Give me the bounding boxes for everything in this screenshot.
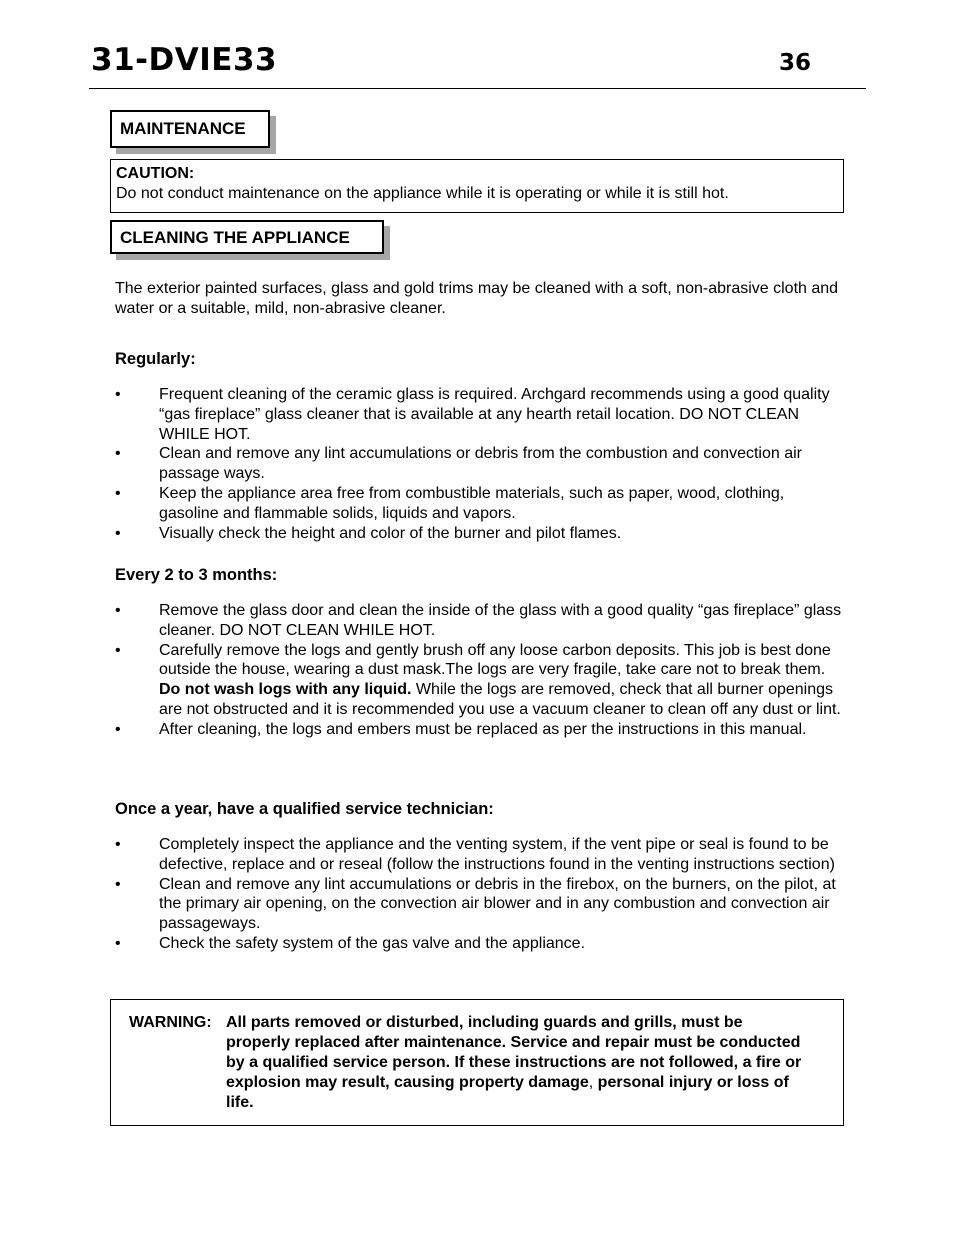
yearly-list bbox=[115, 835, 845, 954]
warning-text: All parts removed or disturbed, including guards and grills, must be properly replaced after maintenance. Service and repair must be conducted by a qualified service person. If these instructions are not followed, a fire or explosion may result, causing property damage, personal injury or loss of life. bbox=[226, 1014, 802, 1111]
warning-text-tail: personal injury or loss of life. bbox=[226, 1074, 789, 1111]
yearly-heading: Once a year, have a qualified service technician: bbox=[115, 800, 494, 818]
list-item: • Keep the appliance area free from combustible materials, such as paper, wood, clothing, gasoline and flammable solids, liquids and vapors. bbox=[115, 484, 845, 524]
list-item: • Check the safety system of the gas valve and the appliance. bbox=[115, 934, 845, 954]
caution-box bbox=[110, 159, 844, 213]
regularly-list bbox=[115, 385, 845, 543]
list-item: • Completely inspect the appliance and the venting system, if the vent pipe or seal is found to be defective, replace and or reseal (follow the instructions found in the venting instructions section) bbox=[115, 835, 845, 875]
every-2-to-3-months-list bbox=[115, 601, 845, 740]
maintenance-heading: MAINTENANCE bbox=[110, 110, 270, 148]
warning-label: WARNING: bbox=[129, 1014, 212, 1031]
logs-warning-bold: Do not wash logs with any liquid. bbox=[159, 681, 412, 699]
list-item: • Remove the glass door and clean the inside of the glass with a good quality “gas fireplace” glass cleaner. DO NOT CLEAN WHILE HOT. bbox=[115, 601, 845, 641]
caution-text: Do not conduct maintenance on the appliance while it is operating or while it is still hot. bbox=[116, 185, 729, 202]
page-header bbox=[89, 40, 866, 89]
intro-paragraph: The exterior painted surfaces, glass and gold trims may be cleaned with a soft, non-abrasive cloth and water or a suitable, mild, non-abrasive cleaner. bbox=[115, 280, 839, 317]
list-item: • After cleaning, the logs and embers must be replaced as per the instructions in this manual. bbox=[115, 720, 845, 740]
list-item: • Visually check the height and color of the burner and pilot flames. bbox=[115, 524, 845, 544]
page-number: 36 bbox=[778, 50, 811, 76]
document-title: 31-DVIE33 bbox=[91, 42, 278, 78]
regularly-heading: Regularly: bbox=[115, 350, 196, 368]
list-item: • Clean and remove any lint accumulations or debris from the combustion and convection air passage ways. bbox=[115, 444, 845, 484]
list-item: • Carefully remove the logs and gently brush off any loose carbon deposits. This job is best done outside the house, wearing a dust mask.The logs are very fragile, take care not to break them. Do not wash logs with any liquid. While the logs are removed, check that all burner openings are not obstructed and it is recommended you use a vacuum cleaner to clean off any dust or lint. bbox=[115, 641, 845, 720]
caution-title: CAUTION: bbox=[116, 165, 195, 182]
cleaning-heading: CLEANING THE APPLIANCE bbox=[110, 220, 384, 254]
warning-box bbox=[110, 999, 844, 1126]
list-item: • Frequent cleaning of the ceramic glass is required. Archgard recommends using a good quality “gas fireplace” glass cleaner that is available at any hearth retail location. DO NOT CLEAN WHILE HOT. bbox=[115, 385, 845, 444]
every-2-to-3-months-heading: Every 2 to 3 months: bbox=[115, 566, 278, 584]
list-item: • Clean and remove any lint accumulations or debris in the firebox, on the burners, on the pilot, at the primary air opening, on the convection air blower and in any combustion and convection air passageways. bbox=[115, 875, 845, 934]
